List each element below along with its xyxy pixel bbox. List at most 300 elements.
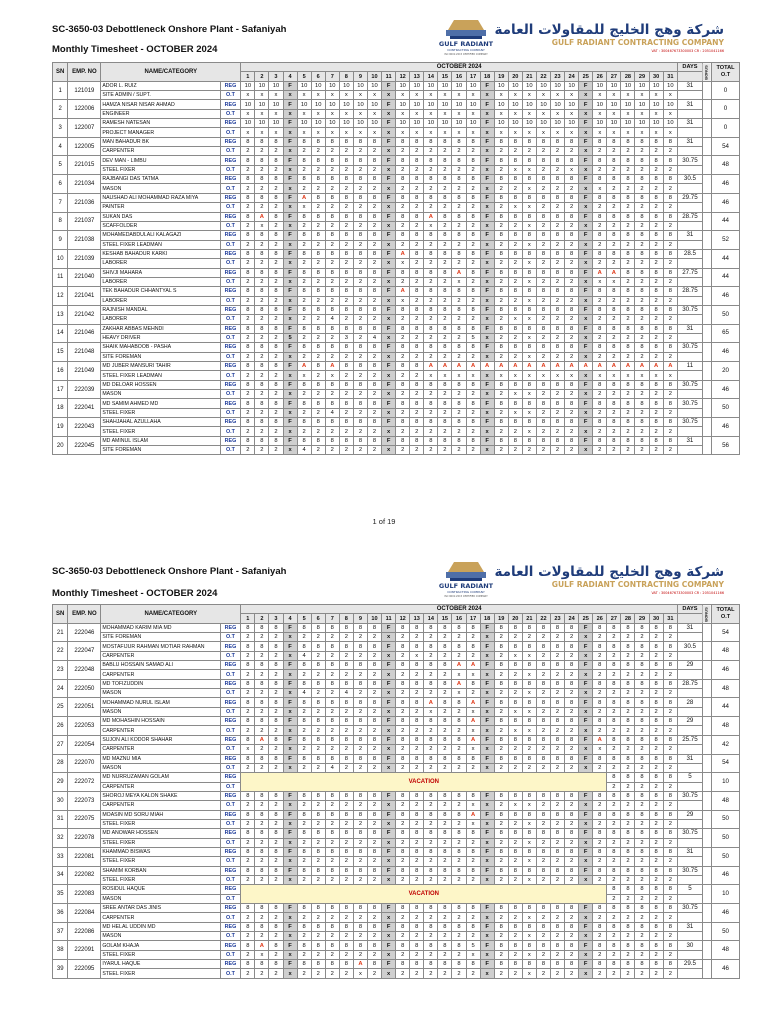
reg-hours-cell: 8 bbox=[241, 231, 255, 240]
ot-hours-cell: x bbox=[382, 109, 396, 118]
reg-hours-cell: 8 bbox=[494, 717, 508, 726]
reg-hours-cell: 8 bbox=[536, 698, 550, 707]
reg-hours-cell: A bbox=[480, 362, 494, 371]
serial-number: 19 bbox=[53, 418, 68, 437]
reg-hours-cell: 8 bbox=[339, 436, 353, 445]
ot-hours-cell: 2 bbox=[353, 670, 367, 679]
ot-hours-cell: 2 bbox=[353, 651, 367, 660]
reg-hours-cell: 10 bbox=[522, 81, 536, 90]
ot-hours-cell: 2 bbox=[353, 184, 367, 193]
ot-hours-cell: x bbox=[424, 91, 438, 100]
table-row bbox=[53, 726, 740, 735]
reg-hours-cell: 8 bbox=[621, 231, 635, 240]
reg-hours-cell: F bbox=[382, 305, 396, 314]
reg-hours-cell: 8 bbox=[424, 418, 438, 427]
ot-hours-cell: 2 bbox=[635, 315, 649, 324]
row-type-reg: REG bbox=[220, 866, 241, 875]
reg-hours-cell: 8 bbox=[621, 249, 635, 258]
ot-hours-cell: 2 bbox=[339, 707, 353, 716]
table-row bbox=[53, 847, 740, 856]
col-header-day: 13 bbox=[410, 72, 424, 81]
reg-hours-cell: 8 bbox=[396, 380, 410, 389]
table-row bbox=[53, 277, 740, 286]
ot-hours-cell: 2 bbox=[494, 819, 508, 828]
reg-hours-cell: 8 bbox=[367, 866, 381, 875]
ot-hours-cell: x bbox=[522, 333, 536, 342]
reg-hours-cell: 8 bbox=[410, 418, 424, 427]
ot-hours-cell: x bbox=[579, 950, 593, 959]
ot-hours-cell: 2 bbox=[649, 333, 663, 342]
reg-hours-cell: 8 bbox=[466, 866, 480, 875]
reg-hours-cell: 8 bbox=[649, 324, 663, 333]
ot-hours-cell: 2 bbox=[621, 745, 635, 754]
reg-hours-cell: 8 bbox=[649, 231, 663, 240]
reg-hours-cell: 10 bbox=[325, 119, 339, 128]
table-row bbox=[53, 390, 740, 399]
ot-hours-cell: 2 bbox=[466, 838, 480, 847]
ot-hours-cell: 2 bbox=[649, 633, 663, 642]
row-type-reg: REG bbox=[220, 193, 241, 202]
reg-hours-cell: 8 bbox=[607, 418, 621, 427]
reg-hours-cell: 8 bbox=[621, 623, 635, 632]
ot-hours-cell: 2 bbox=[621, 427, 635, 436]
ot-hours-cell: 2 bbox=[621, 875, 635, 884]
bonus-value bbox=[702, 268, 711, 287]
ot-hours-cell: 2 bbox=[424, 670, 438, 679]
ot-hours-cell: 2 bbox=[297, 857, 311, 866]
employee-number: 221038 bbox=[68, 231, 101, 250]
reg-hours-cell: F bbox=[382, 810, 396, 819]
ot-hours-cell: 2 bbox=[410, 371, 424, 380]
ot-hours-cell: 2 bbox=[311, 969, 325, 978]
ot-hours-cell: 2 bbox=[466, 969, 480, 978]
ot-hours-cell: x bbox=[480, 184, 494, 193]
reg-hours-cell: 8 bbox=[649, 698, 663, 707]
ot-hours-cell: 2 bbox=[367, 165, 381, 174]
reg-hours-cell: 8 bbox=[649, 847, 663, 856]
ot-hours-cell: 2 bbox=[269, 726, 283, 735]
ot-hours-cell: 2 bbox=[311, 838, 325, 847]
ot-hours-cell: x bbox=[508, 371, 522, 380]
reg-hours-cell: 8 bbox=[367, 287, 381, 296]
ot-hours-cell: 2 bbox=[410, 689, 424, 698]
reg-hours-cell: 8 bbox=[339, 642, 353, 651]
reg-hours-cell: 8 bbox=[522, 642, 536, 651]
ot-hours-cell: 2 bbox=[311, 913, 325, 922]
ot-hours-cell: 2 bbox=[494, 651, 508, 660]
ot-hours-cell: x bbox=[579, 726, 593, 735]
ot-hours-cell: 2 bbox=[621, 707, 635, 716]
ot-hours-cell: x bbox=[382, 203, 396, 212]
reg-hours-cell: 10 bbox=[452, 119, 466, 128]
serial-number: 11 bbox=[53, 268, 68, 287]
reg-hours-cell: 8 bbox=[565, 305, 579, 314]
reg-hours-cell: 8 bbox=[325, 137, 339, 146]
ot-hours-cell: x bbox=[283, 371, 297, 380]
ot-hours-cell: 2 bbox=[269, 950, 283, 959]
reg-hours-cell: A bbox=[255, 735, 269, 744]
ot-hours-cell: x bbox=[311, 128, 325, 137]
employee-name: TEK BAHADUR CHHANTYAL S bbox=[101, 287, 220, 296]
ot-hours-cell: x bbox=[480, 165, 494, 174]
ot-hours-cell: 2 bbox=[255, 875, 269, 884]
ot-hours-cell: 2 bbox=[565, 333, 579, 342]
reg-hours-cell: 10 bbox=[466, 81, 480, 90]
reg-hours-cell: 8 bbox=[551, 904, 565, 913]
ot-hours-cell: x bbox=[255, 950, 269, 959]
ot-hours-cell: 2 bbox=[663, 315, 677, 324]
reg-hours-cell: 8 bbox=[255, 249, 269, 258]
ot-hours-cell: 2 bbox=[593, 633, 607, 642]
ot-hours-cell: 2 bbox=[635, 147, 649, 156]
ot-hours-cell: 2 bbox=[255, 203, 269, 212]
ot-hours-cell: x bbox=[593, 745, 607, 754]
row-type-reg: REG bbox=[220, 418, 241, 427]
employee-name: MD MAZNU MIA bbox=[101, 754, 220, 763]
bonus-value bbox=[702, 885, 711, 904]
employee-number: 222072 bbox=[68, 773, 101, 792]
reg-hours-cell: 8 bbox=[663, 661, 677, 670]
reg-hours-cell: 8 bbox=[508, 847, 522, 856]
col-header-day: 4 bbox=[283, 72, 297, 81]
reg-hours-cell: 8 bbox=[325, 847, 339, 856]
reg-hours-cell: 8 bbox=[297, 380, 311, 389]
ot-hours-cell: 2 bbox=[621, 969, 635, 978]
reg-hours-cell: 8 bbox=[663, 175, 677, 184]
reg-hours-cell: 10 bbox=[508, 100, 522, 109]
total-days-value: 31 bbox=[678, 436, 703, 445]
ot-hours-cell: 2 bbox=[607, 651, 621, 660]
employee-number: 222039 bbox=[68, 380, 101, 399]
ot-hours-cell: x bbox=[396, 296, 410, 305]
reg-hours-cell: 8 bbox=[452, 418, 466, 427]
ot-hours-cell: x bbox=[480, 633, 494, 642]
table-row bbox=[53, 707, 740, 716]
ot-hours-cell: 2 bbox=[367, 184, 381, 193]
reg-hours-cell: F bbox=[480, 193, 494, 202]
reg-hours-cell: 8 bbox=[297, 810, 311, 819]
row-type-reg: REG bbox=[220, 212, 241, 221]
bonus-value bbox=[702, 249, 711, 268]
ot-hours-cell: x bbox=[382, 857, 396, 866]
reg-hours-cell: 8 bbox=[593, 380, 607, 389]
bonus-value bbox=[702, 791, 711, 810]
ot-hours-cell: 2 bbox=[452, 745, 466, 754]
reg-hours-cell: 8 bbox=[565, 642, 579, 651]
reg-hours-cell: 8 bbox=[551, 679, 565, 688]
ot-hours-cell: x bbox=[579, 147, 593, 156]
ot-hours-cell: 2 bbox=[663, 259, 677, 268]
reg-hours-cell: 8 bbox=[452, 231, 466, 240]
reg-hours-cell: 8 bbox=[551, 305, 565, 314]
reg-hours-cell: 8 bbox=[367, 698, 381, 707]
ot-hours-cell: 2 bbox=[508, 670, 522, 679]
total-days-value: 30.5 bbox=[678, 175, 703, 184]
col-header-total-ot: TOTAL O.T bbox=[712, 63, 740, 82]
reg-hours-cell: F bbox=[579, 698, 593, 707]
reg-hours-cell: 8 bbox=[621, 175, 635, 184]
reg-hours-cell: 8 bbox=[551, 418, 565, 427]
row-type-reg: REG bbox=[220, 119, 241, 128]
reg-hours-cell: 8 bbox=[551, 324, 565, 333]
employee-category: STEEL FIXER bbox=[101, 838, 220, 847]
ot-hours-cell: 2 bbox=[367, 147, 381, 156]
reg-hours-cell: 8 bbox=[649, 717, 663, 726]
ot-hours-cell: x bbox=[494, 371, 508, 380]
reg-hours-cell: F bbox=[579, 847, 593, 856]
ot-hours-cell: 2 bbox=[551, 763, 565, 772]
ot-hours-cell: x bbox=[508, 203, 522, 212]
reg-hours-cell: F bbox=[579, 735, 593, 744]
ot-hours-cell: 2 bbox=[297, 333, 311, 342]
ot-hours-cell: 2 bbox=[508, 932, 522, 941]
table-row bbox=[53, 427, 740, 436]
ot-hours-cell: 2 bbox=[551, 745, 565, 754]
ot-hours-cell: 2 bbox=[410, 745, 424, 754]
ot-hours-cell: 2 bbox=[269, 932, 283, 941]
reg-hours-cell: 8 bbox=[593, 922, 607, 931]
table-row bbox=[53, 754, 740, 763]
ot-hours-cell: 2 bbox=[466, 408, 480, 417]
reg-hours-cell: F bbox=[480, 380, 494, 389]
ot-hours-cell: 2 bbox=[494, 726, 508, 735]
reg-hours-cell: 8 bbox=[424, 960, 438, 969]
reg-hours-cell: 8 bbox=[607, 212, 621, 221]
reg-hours-cell: 8 bbox=[508, 960, 522, 969]
reg-hours-cell: 8 bbox=[241, 791, 255, 800]
ot-hours-cell: x bbox=[396, 128, 410, 137]
row-type-reg: REG bbox=[220, 791, 241, 800]
ot-hours-cell: 2 bbox=[452, 184, 466, 193]
reg-hours-cell: 8 bbox=[565, 623, 579, 632]
ot-hours-cell: 2 bbox=[339, 203, 353, 212]
bonus-value bbox=[702, 904, 711, 923]
reg-hours-cell: F bbox=[283, 305, 297, 314]
reg-hours-cell: 8 bbox=[593, 343, 607, 352]
ot-hours-cell: 2 bbox=[410, 932, 424, 941]
ot-hours-cell: x bbox=[283, 838, 297, 847]
total-days-value: 28.75 bbox=[678, 212, 703, 221]
reg-hours-cell: 8 bbox=[607, 399, 621, 408]
ot-hours-cell: 2 bbox=[649, 427, 663, 436]
reg-hours-cell: 8 bbox=[311, 922, 325, 931]
ot-hours-cell: x bbox=[522, 707, 536, 716]
ot-hours-cell: 2 bbox=[311, 819, 325, 828]
ot-hours-cell: 2 bbox=[424, 277, 438, 286]
total-days-value: 28.5 bbox=[678, 249, 703, 258]
reg-hours-cell: 8 bbox=[410, 679, 424, 688]
reg-hours-cell: 8 bbox=[241, 941, 255, 950]
ot-hours-cell: 2 bbox=[621, 932, 635, 941]
reg-hours-cell: 8 bbox=[635, 175, 649, 184]
ot-hours-cell: 2 bbox=[241, 932, 255, 941]
ot-hours-cell: 2 bbox=[494, 390, 508, 399]
reg-hours-cell: 8 bbox=[396, 829, 410, 838]
ot-hours-cell: 2 bbox=[311, 726, 325, 735]
ot-hours-cell: x bbox=[283, 801, 297, 810]
reg-hours-cell: 8 bbox=[339, 156, 353, 165]
ot-hours-cell: 2 bbox=[466, 203, 480, 212]
ot-hours-cell: 2 bbox=[536, 950, 550, 959]
reg-hours-cell: 8 bbox=[565, 156, 579, 165]
ot-hours-cell: 2 bbox=[593, 333, 607, 342]
reg-hours-cell: 10 bbox=[522, 119, 536, 128]
ot-hours-cell: x bbox=[283, 726, 297, 735]
reg-hours-cell: 8 bbox=[255, 175, 269, 184]
reg-hours-cell: 8 bbox=[522, 249, 536, 258]
reg-hours-cell: 8 bbox=[367, 268, 381, 277]
reg-hours-cell: 8 bbox=[311, 642, 325, 651]
ot-hours-cell: 2 bbox=[536, 165, 550, 174]
ot-hours-cell: x bbox=[283, 221, 297, 230]
reg-hours-cell: 8 bbox=[522, 287, 536, 296]
col-header-day: 2 bbox=[255, 72, 269, 81]
employee-number: 222048 bbox=[68, 661, 101, 680]
ot-hours-cell: x bbox=[536, 109, 550, 118]
reg-hours-cell: 8 bbox=[410, 268, 424, 277]
reg-hours-cell: 8 bbox=[396, 904, 410, 913]
reg-hours-cell: 8 bbox=[311, 679, 325, 688]
reg-hours-cell: 8 bbox=[621, 212, 635, 221]
reg-hours-cell: 10 bbox=[311, 100, 325, 109]
reg-hours-cell: 8 bbox=[565, 679, 579, 688]
employee-name: IYARUL HAQUE bbox=[101, 960, 220, 969]
reg-hours-cell: 8 bbox=[311, 418, 325, 427]
ot-hours-cell: 2 bbox=[241, 277, 255, 286]
ot-hours-cell: 2 bbox=[452, 969, 466, 978]
employee-number: 222091 bbox=[68, 941, 101, 960]
reg-hours-cell: 8 bbox=[663, 137, 677, 146]
reg-hours-cell: 8 bbox=[565, 249, 579, 258]
ot-hours-cell: 2 bbox=[635, 857, 649, 866]
serial-number: 32 bbox=[53, 829, 68, 848]
employee-number: 222070 bbox=[68, 754, 101, 773]
reg-hours-cell: 10 bbox=[607, 119, 621, 128]
reg-hours-cell: 8 bbox=[410, 735, 424, 744]
ot-hours-cell: x bbox=[424, 128, 438, 137]
ot-hours-cell: 2 bbox=[607, 875, 621, 884]
ot-hours-cell: 2 bbox=[522, 745, 536, 754]
reg-hours-cell: 10 bbox=[565, 119, 579, 128]
row-type-ot: O.T bbox=[220, 427, 241, 436]
ot-hours-cell: 2 bbox=[353, 203, 367, 212]
total-ot-hours-blank bbox=[678, 408, 703, 417]
reg-hours-cell: 8 bbox=[424, 193, 438, 202]
reg-hours-cell: 8 bbox=[508, 343, 522, 352]
table-row bbox=[53, 371, 740, 380]
ot-hours-cell: 2 bbox=[536, 838, 550, 847]
ot-hours-cell: 2 bbox=[438, 446, 452, 455]
ot-hours-cell: x bbox=[241, 91, 255, 100]
ot-hours-cell: 2 bbox=[396, 875, 410, 884]
ot-hours-cell: x bbox=[466, 726, 480, 735]
col-header-days: DAYS bbox=[678, 605, 703, 614]
row-type-ot: O.T bbox=[220, 838, 241, 847]
ot-hours-cell: 2 bbox=[410, 165, 424, 174]
serial-number: 9 bbox=[53, 231, 68, 250]
ot-hours-cell: 2 bbox=[508, 838, 522, 847]
ot-hours-cell: 2 bbox=[593, 689, 607, 698]
reg-hours-cell: 8 bbox=[424, 735, 438, 744]
reg-hours-cell: 10 bbox=[424, 100, 438, 109]
total-ot-value: 46 bbox=[712, 661, 740, 680]
total-ot-value: 44 bbox=[712, 249, 740, 268]
ot-hours-cell: 2 bbox=[396, 670, 410, 679]
reg-hours-cell: F bbox=[480, 137, 494, 146]
reg-hours-cell: 8 bbox=[649, 735, 663, 744]
ot-hours-cell: 2 bbox=[466, 315, 480, 324]
reg-hours-cell: 8 bbox=[635, 698, 649, 707]
reg-hours-cell: 10 bbox=[353, 119, 367, 128]
reg-hours-cell: 8 bbox=[438, 866, 452, 875]
reg-hours-cell: 8 bbox=[396, 175, 410, 184]
ot-hours-cell: 2 bbox=[367, 408, 381, 417]
ot-hours-cell: 2 bbox=[607, 726, 621, 735]
ot-hours-cell: 2 bbox=[255, 969, 269, 978]
ot-hours-cell: x bbox=[565, 128, 579, 137]
ot-hours-cell: 2 bbox=[241, 390, 255, 399]
employee-category: STEEL FIXER LEADMAN bbox=[101, 240, 220, 249]
ot-hours-cell: 2 bbox=[621, 689, 635, 698]
employee-number: 221036 bbox=[68, 193, 101, 212]
reg-hours-cell: 8 bbox=[635, 941, 649, 950]
reg-hours-cell: 8 bbox=[452, 866, 466, 875]
table-row bbox=[53, 913, 740, 922]
table-row bbox=[53, 100, 740, 109]
ot-hours-cell: 2 bbox=[438, 390, 452, 399]
ot-hours-cell: x bbox=[480, 240, 494, 249]
ot-hours-cell: 2 bbox=[396, 633, 410, 642]
reg-hours-cell: 8 bbox=[367, 754, 381, 763]
col-header-day: 10 bbox=[367, 614, 381, 623]
reg-hours-cell: A bbox=[466, 717, 480, 726]
reg-hours-cell: 8 bbox=[297, 941, 311, 950]
col-header-day: 14 bbox=[424, 614, 438, 623]
ot-hours-cell: 2 bbox=[339, 932, 353, 941]
ot-hours-cell: 2 bbox=[438, 707, 452, 716]
ot-hours-cell: 2 bbox=[241, 875, 255, 884]
ot-hours-cell: 2 bbox=[438, 240, 452, 249]
ot-hours-cell: x bbox=[382, 128, 396, 137]
ot-hours-cell: 2 bbox=[635, 726, 649, 735]
total-days-value: 29 bbox=[678, 810, 703, 819]
reg-hours-cell: 8 bbox=[396, 717, 410, 726]
reg-hours-cell: 8 bbox=[508, 231, 522, 240]
reg-hours-cell: 10 bbox=[311, 119, 325, 128]
ot-hours-cell: 2 bbox=[466, 390, 480, 399]
reg-hours-cell: F bbox=[283, 922, 297, 931]
reg-hours-cell: 8 bbox=[297, 717, 311, 726]
ot-hours-cell: x bbox=[565, 165, 579, 174]
reg-hours-cell: 8 bbox=[551, 156, 565, 165]
logo-emblem-icon bbox=[446, 20, 486, 39]
col-header-month: OCTOBER 2024 bbox=[241, 605, 678, 614]
reg-hours-cell: 8 bbox=[649, 791, 663, 800]
reg-hours-cell: 8 bbox=[466, 679, 480, 688]
ot-hours-cell: 2 bbox=[339, 296, 353, 305]
reg-hours-cell: A bbox=[452, 661, 466, 670]
ot-hours-cell: x bbox=[522, 221, 536, 230]
ot-hours-cell: x bbox=[522, 371, 536, 380]
ot-hours-cell: 2 bbox=[593, 221, 607, 230]
ot-hours-cell: x bbox=[269, 128, 283, 137]
ot-hours-cell: 2 bbox=[269, 296, 283, 305]
reg-hours-cell: 8 bbox=[255, 137, 269, 146]
col-header-day: 28 bbox=[621, 614, 635, 623]
reg-hours-cell: 8 bbox=[649, 642, 663, 651]
ot-hours-cell: 2 bbox=[297, 296, 311, 305]
ot-hours-cell: 2 bbox=[551, 969, 565, 978]
